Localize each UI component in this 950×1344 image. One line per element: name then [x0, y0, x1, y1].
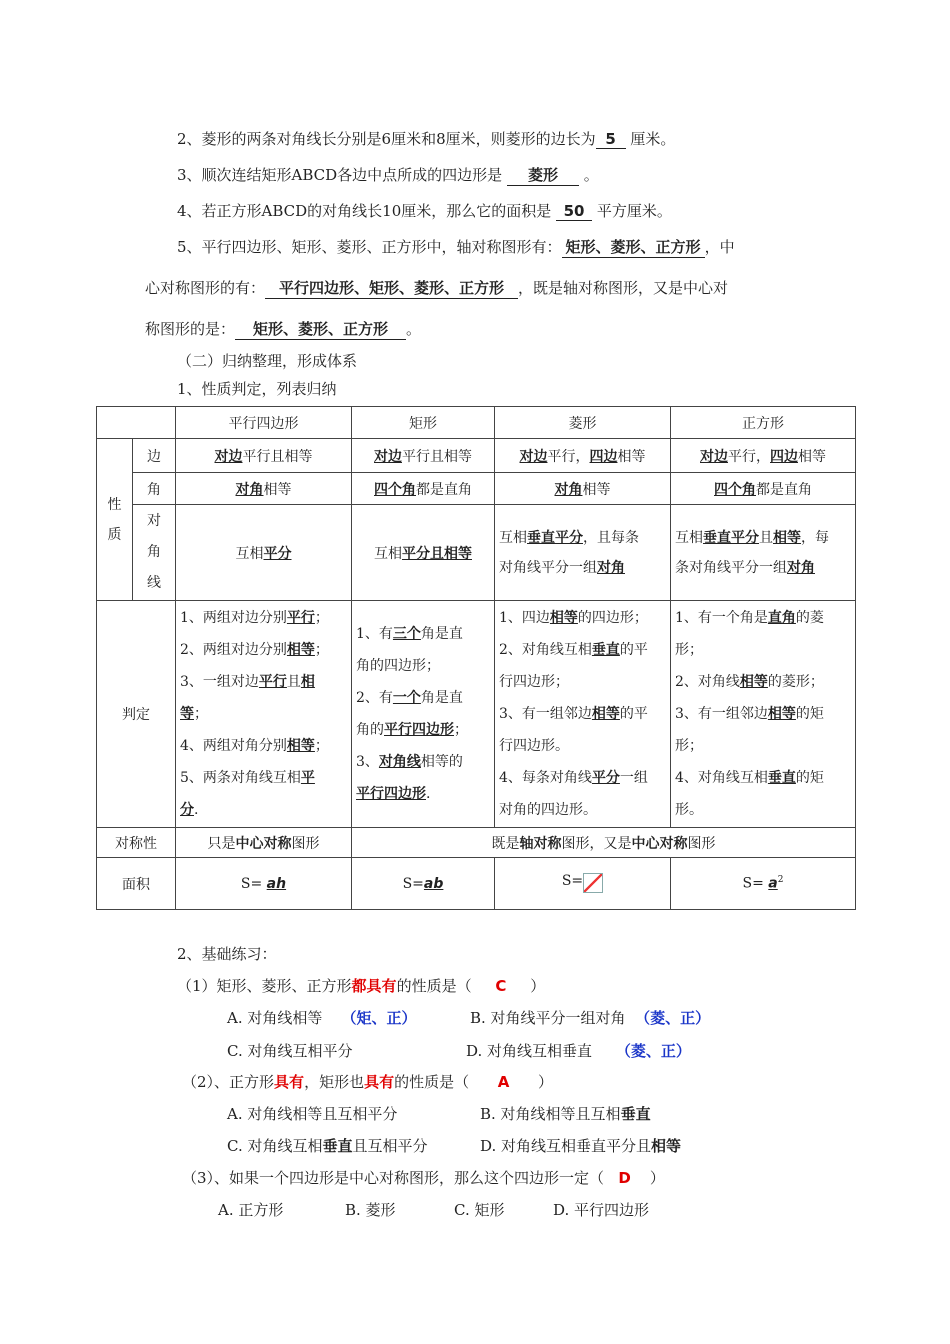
edge-rh: 对边平行，四边相等 — [495, 439, 671, 473]
symmetry-others: 既是轴对称图形，又是中心对称图形 — [352, 828, 856, 858]
judge-p: 1、两组对边分别平行； 2、两组对边分别相等； 3、一组对边平行且相 等； 4、两组对角分别相等； 5、两条对角线互相平 分. — [176, 601, 352, 828]
q4-unit: 平方厘米。 — [596, 202, 672, 220]
section-2-subtitle: 1、性质判定，列表归纳 — [177, 380, 337, 398]
q2-answer: 5 — [596, 130, 626, 149]
area-row — [97, 858, 856, 910]
header-rhombus: 菱形 — [495, 407, 671, 439]
judgement-row — [97, 601, 856, 828]
practice-q3: （3）、如果一个四边形是中心对称图形，那么这个四边形一定（ D ） — [182, 1169, 665, 1187]
question-5-line2 — [145, 277, 728, 299]
symmetry-row — [97, 828, 856, 858]
q3-option-b: B. 菱形 — [345, 1201, 396, 1219]
practice-q1: （1）矩形、菱形、正方形都具有的性质是（ C ） — [177, 977, 546, 995]
question-5-line1 — [177, 236, 735, 258]
question-3 — [177, 164, 599, 186]
q2-option-a: A. 对角线相等且互相平分 — [227, 1105, 398, 1123]
q5-answer-2: 平行四边形、矩形、菱形、正方形 — [265, 277, 518, 299]
angle-rh: 对角相等 — [495, 473, 671, 505]
symmetry-p: 只是中心对称图形 — [176, 828, 352, 858]
q3-option-c: C. 矩形 — [454, 1201, 505, 1219]
q1-option-d: D. 对角线互相垂直 （菱、正） — [466, 1042, 691, 1060]
q4-text: 4、若正方形ABCD的对角线长10厘米，那么它的面积是 — [177, 202, 552, 220]
diag-rh: 互相垂直平分，且每条 对角线平分一组对角 — [495, 505, 671, 601]
diag-p: 互相平分 — [176, 505, 352, 601]
judge-sq: 1、有一个角是直角的菱 形； 2、对角线相等的菱形； 3、有一组邻边相等的矩 形； 4、对角线互相垂直的矩 形。 — [671, 601, 856, 828]
angle-row — [97, 473, 856, 505]
q3-text: 3、顺次连结矩形ABCD各边中点所成的四边形是 — [177, 166, 503, 184]
property-table — [96, 406, 856, 910]
q2-unit: 厘米。 — [630, 130, 676, 148]
q5-text-3: 称图形的是： — [145, 320, 236, 338]
q5-text-1b: ，中 — [704, 238, 735, 256]
symmetry-label: 对称性 — [97, 828, 176, 858]
practice-title: 2、基础练习： — [177, 945, 277, 963]
edge-label: 边 — [133, 439, 176, 473]
area-p: S= ah — [176, 858, 352, 910]
q2-option-c: C. 对角线互相垂直且互相平分 — [227, 1137, 428, 1155]
header-parallelogram: 平行四边形 — [176, 407, 352, 439]
angle-sq: 四个角都是直角 — [671, 473, 856, 505]
judgement-label: 判定 — [97, 601, 176, 828]
area-r: S=ab — [352, 858, 495, 910]
q3-option-d: D. 平行四边形 — [553, 1201, 650, 1219]
angle-label: 角 — [133, 473, 176, 505]
q5-answer-1: 矩形、菱形、正方形 — [562, 236, 705, 258]
judge-rh: 1、四边相等的四边形； 2、对角线互相垂直的平 行四边形； 3、有一组邻边相等的平 行四边形。 4、每条对角线平分一组 对角的四边形。 — [495, 601, 671, 828]
q2-text: 2、菱形的两条对角线长分别是6厘米和8厘米，则菱形的边长为 — [177, 130, 596, 148]
header-row — [97, 407, 856, 439]
diag-sq: 互相垂直平分且相等，每 条对角线平分一组对角 — [671, 505, 856, 601]
question-4 — [177, 200, 672, 221]
q3-answer: 菱形 — [507, 164, 579, 186]
q1-options-ab: A. 对角线相等 （矩、正） — [227, 1009, 417, 1027]
q1-option-b: B. 对角线平分一组对角 （菱、正） — [470, 1009, 711, 1027]
diagonal-label: 对 角 线 — [133, 505, 176, 601]
q3-end: 。 — [583, 166, 599, 184]
practice-q2: （2）、正方形具有，矩形也具有的性质是（ A ） — [182, 1073, 553, 1091]
q4-answer: 50 — [556, 202, 592, 221]
broken-image-icon — [583, 873, 603, 893]
edge-p: 对边平行且相等 — [176, 439, 352, 473]
q3-option-a: A. 正方形 — [218, 1201, 284, 1219]
q5-text-2b: ，既是轴对称图形，又是中心对 — [518, 279, 729, 297]
area-sq: $S= a^2$ — [671, 858, 856, 910]
diagonal-row — [97, 505, 856, 601]
q5-answer-3: 矩形、菱形、正方形 — [235, 318, 406, 340]
judge-r: 1、有三个角是直 角的四边形； 2、有一个角是直 角的平行四边形； 3、对角线相等的 平行四边形. — [352, 601, 495, 828]
header-rectangle: 矩形 — [352, 407, 495, 439]
header-square: 正方形 — [671, 407, 856, 439]
question-2 — [177, 128, 675, 149]
edge-r: 对边平行且相等 — [352, 439, 495, 473]
q5-text-2: 心对称图形的有： — [145, 279, 266, 297]
question-5-line3 — [145, 318, 421, 340]
edge-row — [97, 439, 856, 473]
q5-text-1: 5、平行四边形、矩形、菱形、正方形中，轴对称图形有： — [177, 238, 562, 256]
angle-p: 对角相等 — [176, 473, 352, 505]
edge-sq: 对边平行，四边相等 — [671, 439, 856, 473]
property-label: 性质 — [97, 439, 133, 601]
section-2-title: （二）归纳整理，形成体系 — [177, 352, 358, 370]
q1-option-c: C. 对角线互相平分 — [227, 1042, 353, 1060]
q2-option-b: B. 对角线相等且互相垂直 — [480, 1105, 651, 1123]
area-rh: S= — [495, 858, 671, 910]
area-label: 面积 — [97, 858, 176, 910]
q2-option-d: D. 对角线互相垂直平分且相等 — [480, 1137, 682, 1155]
angle-r: 四个角都是直角 — [352, 473, 495, 505]
q5-text-3b: 。 — [406, 320, 422, 338]
diag-r: 互相平分且相等 — [352, 505, 495, 601]
